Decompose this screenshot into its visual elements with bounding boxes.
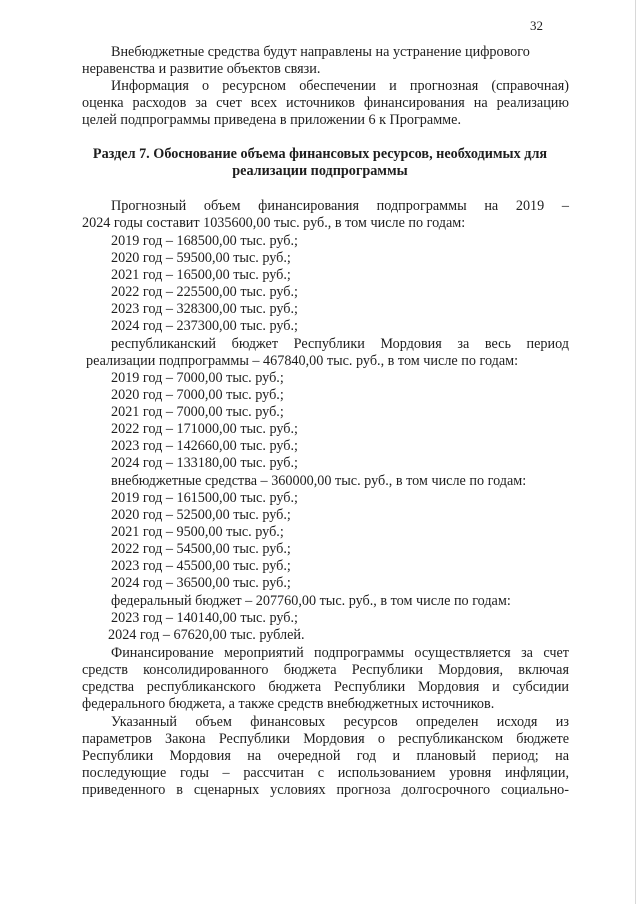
- extrabudget-line1: внебюджетные средства – 360000,00 тыс. руб., в том числе по годам:: [111, 473, 527, 489]
- basis-line2: параметров Закона Республики Мордовия о республиканском бюджете: [82, 731, 569, 747]
- intro-p2-line2: оценка расходов за счет всех источников финансирования на реализацию: [82, 95, 569, 111]
- extrabudget-year-2024: 2024 год – 36500,00 тыс. руб.;: [111, 575, 291, 591]
- republic-year-2021: 2021 год – 7000,00 тыс. руб.;: [111, 404, 284, 420]
- basis-line5: приведенного в сценарных условиях прогноза долгосрочного социально-: [82, 782, 569, 798]
- republic-year-2023: 2023 год – 142660,00 тыс. руб.;: [111, 438, 298, 454]
- republic-line2: реализации подпрограммы – 467840,00 тыс. руб., в том числе по годам:: [86, 353, 519, 369]
- intro-p2-line3: целей подпрограммы приведена в приложении 6 к Программе.: [82, 112, 461, 128]
- total-year-2024: 2024 год – 237300,00 тыс. руб.;: [111, 318, 298, 334]
- intro-p1-line1: Внебюджетные средства будут направлены на устранение цифрового: [111, 44, 530, 60]
- basis-line1: Указанный объем финансовых ресурсов определен исходя из: [111, 714, 569, 730]
- republic-year-2019: 2019 год – 7000,00 тыс. руб.;: [111, 370, 284, 386]
- total-line2: 2024 годы составит 1035600,00 тыс. руб., в том числе по годам:: [82, 215, 466, 231]
- financing-line3: средства республиканского бюджета Республики Мордовия и субсидии: [82, 679, 569, 695]
- federal-line1: федеральный бюджет – 207760,00 тыс. руб., в том числе по годам:: [111, 593, 511, 609]
- extrabudget-year-2022: 2022 год – 54500,00 тыс. руб.;: [111, 541, 291, 557]
- total-year-2020: 2020 год – 59500,00 тыс. руб.;: [111, 250, 291, 266]
- intro-p1-line2: неравенства и развитие объектов связи.: [82, 61, 321, 77]
- republic-year-2024: 2024 год – 133180,00 тыс. руб.;: [111, 455, 298, 471]
- intro-p2-line1: Информация о ресурсном обеспечении и прогнозная (справочная): [111, 78, 569, 94]
- federal-year-2023: 2023 год – 140140,00 тыс. руб.;: [111, 610, 298, 626]
- section-title-line2: реализации подпрограммы: [232, 163, 408, 179]
- total-year-2023: 2023 год – 328300,00 тыс. руб.;: [111, 301, 298, 317]
- total-line1: Прогнозный объем финансирования подпрограммы на 2019 –: [111, 198, 569, 214]
- extrabudget-year-2019: 2019 год – 161500,00 тыс. руб.;: [111, 490, 298, 506]
- financing-line4: федерального бюджета, а также средств внебюджетных источников.: [82, 696, 495, 712]
- section-title-line1: Раздел 7. Обоснование объема финансовых ресурсов, необходимых для: [92, 146, 548, 162]
- scan-edge-line: [635, 0, 636, 904]
- total-year-2021: 2021 год – 16500,00 тыс. руб.;: [111, 267, 291, 283]
- page-number: 32: [530, 18, 543, 33]
- financing-line1: Финансирование мероприятий подпрограммы осуществляется за счет: [111, 645, 569, 661]
- republic-year-2020: 2020 год – 7000,00 тыс. руб.;: [111, 387, 284, 403]
- total-year-2019: 2019 год – 168500,00 тыс. руб.;: [111, 233, 298, 249]
- basis-line4: последующие годы – рассчитан с использованием уровня инфляции,: [82, 765, 569, 781]
- extrabudget-year-2020: 2020 год – 52500,00 тыс. руб.;: [111, 507, 291, 523]
- republic-line1: республиканский бюджет Республики Мордовия за весь период: [111, 336, 569, 352]
- extrabudget-year-2023: 2023 год – 45500,00 тыс. руб.;: [111, 558, 291, 574]
- basis-line3: Республики Мордовия на очередной год и плановый период; на: [82, 748, 569, 764]
- financing-line2: средств консолидированного бюджета Республики Мордовия, включая: [82, 662, 569, 678]
- total-year-2022: 2022 год – 225500,00 тыс. руб.;: [111, 284, 298, 300]
- republic-year-2022: 2022 год – 171000,00 тыс. руб.;: [111, 421, 298, 437]
- federal-year-2024: 2024 год – 67620,00 тыс. рублей.: [108, 627, 305, 643]
- extrabudget-year-2021: 2021 год – 9500,00 тыс. руб.;: [111, 524, 284, 540]
